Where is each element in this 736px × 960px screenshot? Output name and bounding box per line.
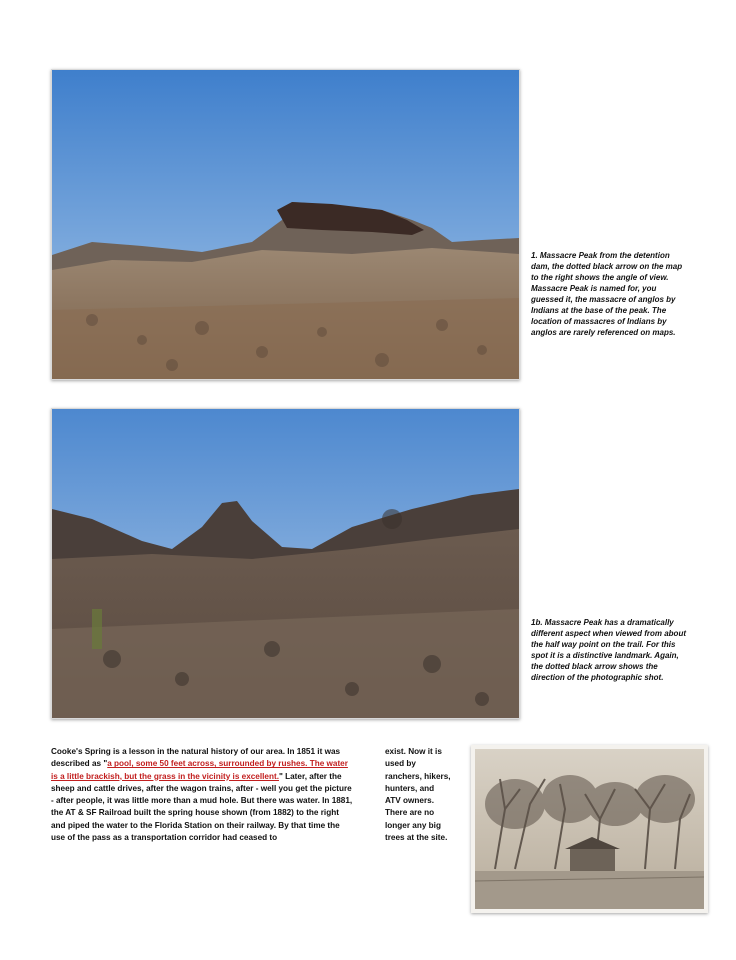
caption-photo-1: 1. Massacre Peak from the detention dam, the dotted black arrow on the map to the right shows the angle of view. Massacre Peak is named for, you guessed it, the massacre of anglos by Indians at the base of the peak. The location of massacres of Indians by anglos are rarely referenced on maps. xyxy=(531,251,683,337)
article-continued: exist. Now it is used by ranchers, hikers, hunters, and ATV owners. There are no longer any big trees at the site. xyxy=(385,747,451,843)
historical-quote: a pool, some 50 feet across, surrounded by rushes. The water is a little brackish, but the grass in the vicinity is excellent. xyxy=(51,759,348,781)
caption-photo-2: 1b. Massacre Peak has a dramatically different aspect when viewed from about the half way point on the trail. For this spot it is a distinctive landmark. Again, the dotted black arrow shows the direction of the photographic shot. xyxy=(531,618,686,682)
article-paragraph xyxy=(51,746,353,844)
article-after-quote: " Later, after the sheep and cattle drives, after the wagon trains, after - well you get the picture - after people, it was little more than a mud hole. But there was water. In 1881, the AT & SF Railroad built the spring house shown (from 1882) to the right and piped the water to the Florida Station on their railway. By that time the use of the pass as a transportation corridor had ceased to xyxy=(51,771,353,843)
historic-image xyxy=(475,749,704,909)
landscape-image xyxy=(52,409,519,718)
landscape-image xyxy=(52,70,519,379)
photo-spring-house xyxy=(471,745,708,913)
photo-massacre-peak-trail xyxy=(51,408,520,719)
photo-massacre-peak-dam xyxy=(51,69,520,380)
article-intro: Cooke's Spring is a lesson in the natural history of our area. In 1851 it was described as " xyxy=(51,747,341,769)
